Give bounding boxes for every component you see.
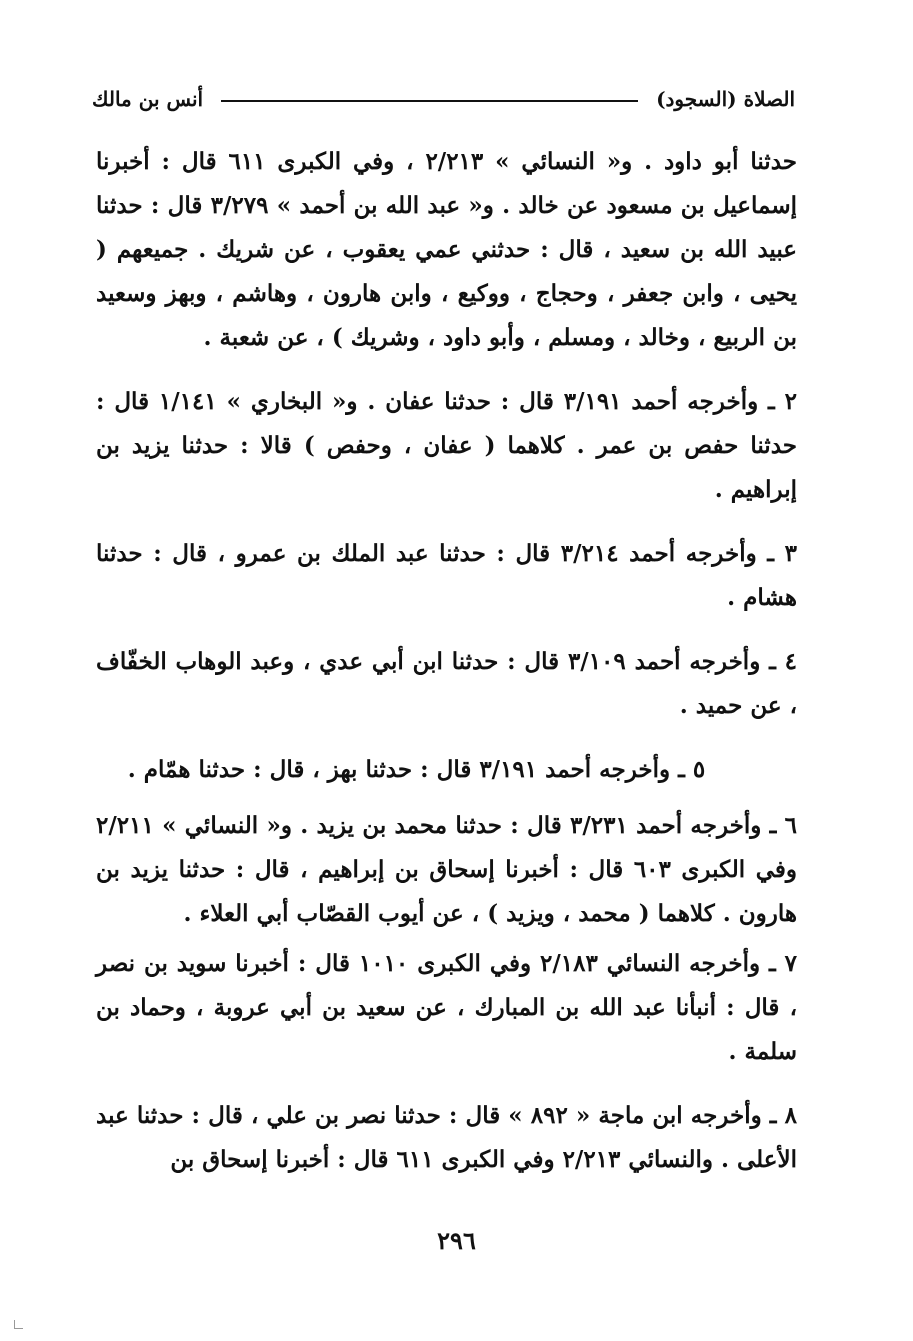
header-rule (221, 100, 638, 102)
paragraph-3: ٣ ـ وأخرجه أحمد ٣/٢١٤ قال : حدثنا عبد الملك بن عمرو ، قال : حدثنا هشام . (96, 540, 797, 611)
scan-corner-mark (14, 1320, 23, 1329)
paragraph-continuation: حدثنا أبو داود . و« النسائي » ٢/٢١٣ ، وفي الكبرى ٦١١ قال : أخبرنا إسماعيل بن مسعود عن خالد . و« عبد الله بن أحمد » ٣/٢٧٩ قال : حدثنا عبيد الله بن سعيد ، قال : حدثني عمي يعقوب ، عن شريك . جميعهم ( يحيى ، وابن جعفر ، وحجاج ، ووكيع ، وابن هارون ، وهاشم ، وبهز وسعيد بن الربيع ، وخالد ، ومسلم ، وأبو داود ، وشريك ) ، عن شعبة . (96, 148, 797, 351)
paragraph-6: ٦ ـ وأخرجه أحمد ٣/٢٣١ قال : حدثنا محمد بن يزيد . و« النسائي » ٢/٢١١ وفي الكبرى ٦٠٣ قال : أخبرنا إسحاق بن إبراهيم ، قال : حدثنا يزيد بن هارون . كلاهما ( محمد ، ويزيد ) ، عن أيوب القصّاب أبي العلاء . (96, 812, 797, 927)
paragraph-8: ٨ ـ وأخرجه ابن ماجة « ٨٩٢ » قال : حدثنا نصر بن علي ، قال : حدثنا عبد الأعلى . والنسائي ٢/٢١٣ وفي الكبرى ٦١١ قال : أخبرنا إسحاق بن (96, 1102, 797, 1173)
hadith-takhrij-text (96, 140, 797, 1182)
running-header-section-title: الصلاة (السجود) (656, 87, 795, 111)
page-number: ٢٩٦ (437, 1226, 476, 1255)
paragraph-5: ٥ ـ وأخرجه أحمد ٣/١٩١ قال : حدثنا بهز ، قال : حدثنا همّام . (127, 756, 706, 783)
paragraph-2: ٢ ـ وأخرجه أحمد ٣/١٩١ قال : حدثنا عفان . و« البخاري » ١/١٤١ قال : حدثنا حفص بن عمر . كلاهما ( عفان ، وحفص ) قالا : حدثنا يزيد بن إبراهيم . (96, 388, 797, 503)
running-header (92, 82, 795, 116)
paragraph-7: ٧ ـ وأخرجه النسائي ٢/١٨٣ وفي الكبرى ١٠١٠ قال : أخبرنا سويد بن نصر ، قال : أنبأنا عبد الله بن المبارك ، عن سعيد بن أبي عروبة ، وحماد بن سلمة . (96, 950, 797, 1065)
running-header-book-part: أنس بن مالك (92, 87, 204, 111)
paragraph-4: ٤ ـ وأخرجه أحمد ٣/١٠٩ قال : حدثنا ابن أبي عدي ، وعبد الوهاب الخفّاف ، عن حميد . (96, 648, 798, 719)
